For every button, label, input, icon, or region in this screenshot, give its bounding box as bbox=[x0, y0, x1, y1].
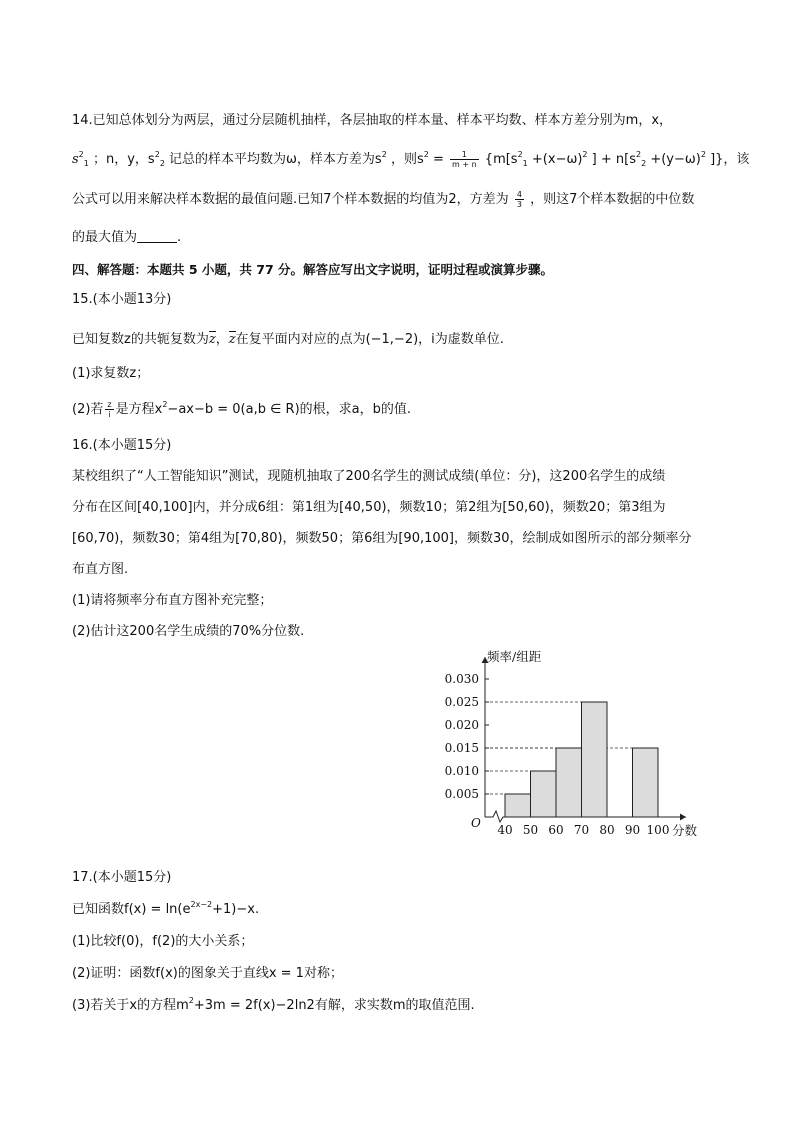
y-tick-label-5: 0.030 bbox=[444, 672, 479, 686]
q17-exponent: 2x−2 bbox=[190, 900, 213, 909]
x-tick-label-70: 70 bbox=[573, 823, 590, 837]
q17-p2-text: (2)证明：函数f(x)的图象关于直线x = 1对称； bbox=[72, 966, 343, 981]
q15-part-2: (2)若 $\frac{z}{i}$ 是方程$x^2-ax-b = 0(a,b$ ∈ R)的根，求a，b的值. bbox=[72, 400, 412, 419]
q14-text-1: 14.已知总体划分为两层，通过分层随机抽样，各层抽取的样本量、样本平均数、样本方差分别为m，x， bbox=[72, 113, 673, 128]
x-tick-label-50: 50 bbox=[522, 823, 539, 837]
q17-head-text: 17.(本小题15分) bbox=[72, 870, 172, 885]
q14-formula-d: +(y−ω) bbox=[650, 152, 701, 167]
q14-formula-c: ] + n[s bbox=[591, 152, 636, 167]
q17-p3-a: (3)若关于x的方程m bbox=[72, 998, 189, 1013]
y-tick-label-2: 0.015 bbox=[444, 741, 479, 755]
q15-conj-z: z bbox=[208, 332, 216, 347]
section-4-text: 四、解答题：本题共 5 小题，共 77 分。解答应写出文字说明，证明过程或演算步骤。 bbox=[72, 262, 554, 277]
q17-part-1 bbox=[72, 932, 253, 952]
q16-line-3 bbox=[72, 529, 692, 549]
q16-l4-text: 布直方图. bbox=[72, 562, 129, 577]
q15-stem-e: 在复平面内对应的点为(−1,−2)，i为虚数单位. bbox=[235, 332, 504, 347]
q14-s1: s bbox=[72, 152, 79, 167]
q14-text-3b: ，则这7个样本数据的中位数 bbox=[530, 192, 695, 207]
q14-avg-text: 记总的样本平均数为ω，样本方差为s bbox=[169, 152, 382, 167]
q15-p2-a: (2)若 bbox=[72, 402, 104, 417]
q15-frac-den: i bbox=[108, 410, 111, 419]
q15-p2-c: −ax−b = 0(a,b ∈ R)的根，求a，b的值. bbox=[167, 402, 412, 417]
q15-stem-c: ， bbox=[215, 332, 229, 347]
q17-stem-b: +1)−x. bbox=[212, 902, 260, 917]
q15-fraction bbox=[105, 400, 113, 419]
x-tick-label-40: 40 bbox=[497, 823, 513, 837]
q15-p2-b: 是方程x bbox=[115, 402, 163, 417]
q17-part-2 bbox=[72, 964, 343, 984]
q16-l2-text: 分布在区间[40,100]内，并分成6组：第1组为[40,50)，频数10；第2组为[50,60)，频数20；第3组为 bbox=[72, 500, 666, 515]
q14-frac2-den: 3 bbox=[516, 200, 522, 209]
q14-line-4 bbox=[72, 228, 181, 248]
q14-line-3 bbox=[72, 190, 694, 210]
q14-text-4: 的最大值为 bbox=[72, 230, 138, 245]
q14-formula-a: {m[s bbox=[484, 152, 518, 167]
frequency-histogram bbox=[430, 640, 730, 840]
histogram-bar-60-70 bbox=[556, 748, 582, 817]
x-tick-label-80: 80 bbox=[599, 823, 615, 837]
q17-heading bbox=[72, 868, 171, 888]
x-axis-arrow bbox=[680, 814, 686, 821]
q15-p1-text: (1)求复数z； bbox=[72, 366, 150, 381]
q14-n-y: ；n，y，s bbox=[93, 152, 155, 167]
q17-part-3: (3)若关于x的方程$m^2+3m = 2f(x)-2\ln 2$有解，求实数m的取值范围. bbox=[72, 996, 475, 1013]
q17-p3-b: +3m = 2f(x)−2ln2有解，求实数m的取值范围. bbox=[193, 998, 475, 1013]
q15-head-text: 15.(本小题13分) bbox=[72, 292, 172, 307]
q15-frac-num: z bbox=[107, 400, 112, 409]
q14-line-1 bbox=[72, 111, 672, 131]
y-tick-label-3: 0.020 bbox=[444, 718, 479, 732]
q14-text-4b: . bbox=[177, 230, 182, 245]
q17-p1-text: (1)比较f(0)，f(2)的大小关系； bbox=[72, 934, 254, 949]
q17-stem bbox=[72, 900, 259, 920]
histogram-bar-90-100 bbox=[633, 748, 659, 817]
q15-conj-z-2: z bbox=[228, 332, 236, 347]
x-tick-label-60: 60 bbox=[548, 823, 564, 837]
q16-part-1 bbox=[72, 591, 272, 611]
q16-line-1 bbox=[72, 467, 665, 487]
q16-heading bbox=[72, 436, 171, 456]
q16-line-4 bbox=[72, 560, 128, 580]
q14-text-3: 公式可以用来解决样本数据的最值问题.已知7个样本数据的均值为2，方差为 bbox=[72, 192, 509, 207]
histogram-bar-70-80 bbox=[582, 702, 608, 817]
y-tick-label-1: 0.010 bbox=[444, 764, 479, 778]
histogram-bar-50-60 bbox=[531, 771, 557, 817]
y-tick-label-4: 0.025 bbox=[444, 695, 479, 709]
q16-head-text: 16.(本小题15分) bbox=[72, 438, 172, 453]
q15-heading bbox=[72, 290, 171, 310]
x-tick-label-100: 100 bbox=[646, 823, 670, 837]
q16-part-2 bbox=[72, 622, 304, 642]
q14-formula-b: +(x−ω) bbox=[531, 152, 583, 167]
answer-blank bbox=[137, 228, 177, 243]
q14-fraction-2 bbox=[515, 190, 524, 209]
q15-stem-a: 已知复数z的共轭复数为 bbox=[72, 332, 209, 347]
q16-l1-text: 某校组织了“人工智能知识”测试，现随机抽取了200名学生的测试成绩(单位：分)，这200名学生的成绩 bbox=[72, 469, 666, 484]
y-axis-title: 频率/组距 bbox=[487, 649, 542, 664]
histogram-bar-40-50 bbox=[505, 794, 531, 817]
x-tick-label-90: 90 bbox=[624, 823, 641, 837]
q16-line-2 bbox=[72, 498, 666, 518]
q16-l3-text: [60,70)，频数30；第4组为[70,80)，频数50；第6组为[90,100]，频数30，绘制成如图所示的部分频率分 bbox=[72, 531, 692, 546]
q15-stem bbox=[72, 330, 504, 350]
q14-frac-num: 1 bbox=[450, 150, 479, 160]
q15-part-1 bbox=[72, 364, 149, 384]
x-axis-title: 分数 bbox=[672, 823, 698, 838]
section-4-heading bbox=[72, 260, 553, 280]
q14-formula-e: ]}，该 bbox=[710, 152, 750, 167]
q17-stem-a: 已知函数f(x) = ln(e bbox=[72, 902, 191, 917]
q16-p2-text: (2)估计这200名学生成绩的70%分位数. bbox=[72, 624, 305, 639]
q14-frac-den: m + n bbox=[452, 160, 477, 169]
q14-fraction bbox=[450, 150, 479, 169]
origin-label: O bbox=[471, 816, 481, 830]
q14-line-2: $s^2_1$ ；n，y，$s^2_2$ 记总的样本平均数为ω，样本方差为$s^2$ ，则$s^2$ = $\frac{1}{m + n}$ {$m[s^2_1 +(x-\omega)^2$ ] + $n[s^2_2 +(y-\omega)^2$ ]}，该 bbox=[72, 150, 750, 169]
q14-then-s: ，则s bbox=[390, 152, 424, 167]
q16-p1-text: (1)请将频率分布直方图补充完整； bbox=[72, 593, 273, 608]
q14-eq: = bbox=[432, 152, 448, 167]
q14-frac2-num: 4 bbox=[516, 190, 522, 199]
y-tick-label-0: 0.005 bbox=[444, 787, 479, 801]
